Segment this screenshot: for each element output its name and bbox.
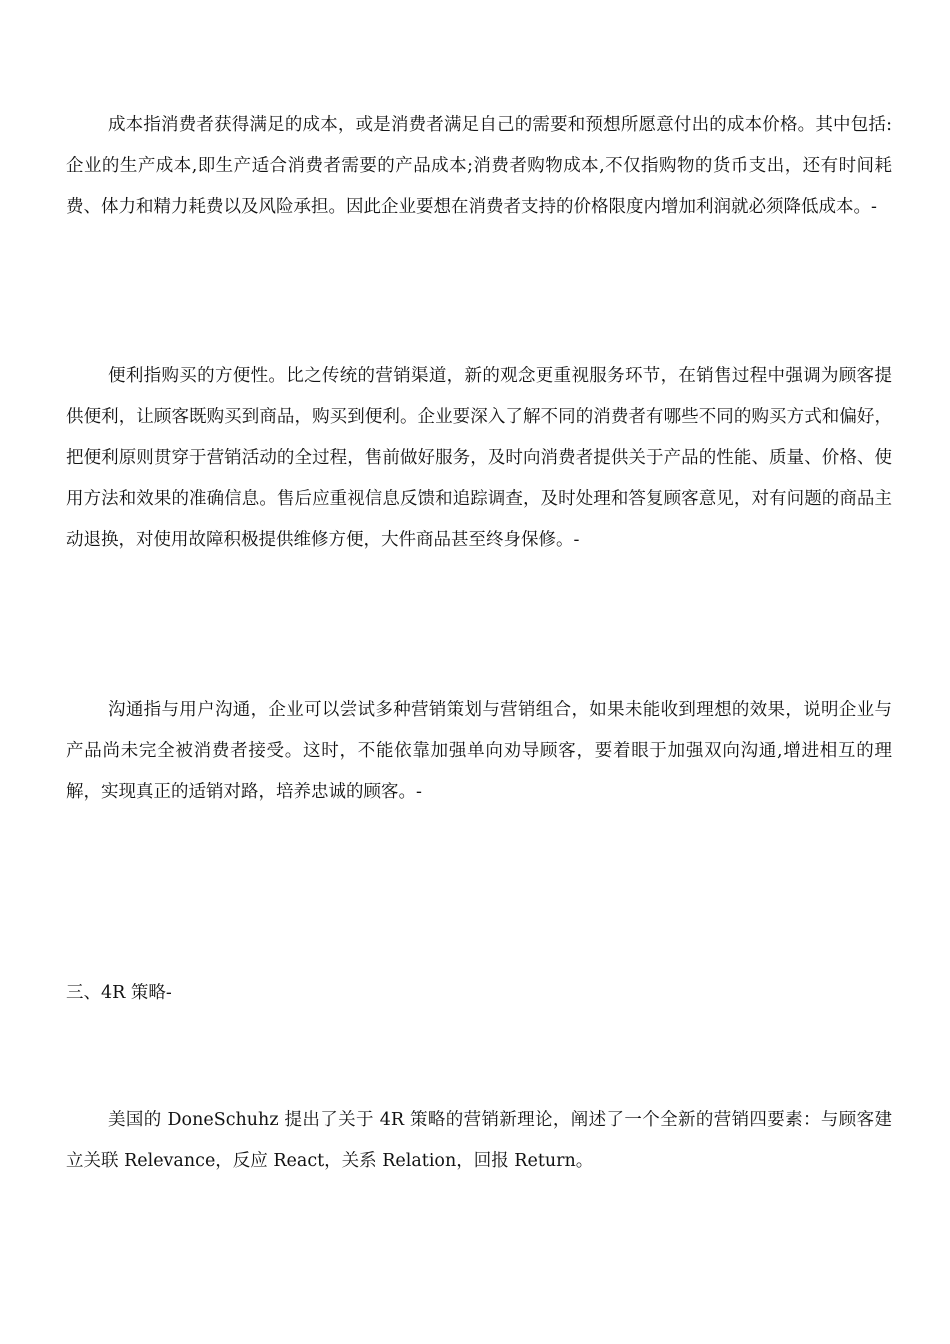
section-heading-4r: 三、4R 策略- (66, 983, 172, 1003)
paragraph-cost: 成本指消费者获得满足的成本，或是消费者满足自己的需要和预想所愿意付出的成本价格。其中包括:企业的生产成本,即生产适合消费者需要的产品成本;消费者购物成本,不仅指购物的货币支出，还有时间耗费、体力和精力耗费以及风险承担。因此企业要想在消费者支持的价格限度内增加利润就必须降低成本。- (66, 115, 892, 217)
paragraph-convenience: 便利指购买的方便性。比之传统的营销渠道，新的观念更重视服务环节，在销售过程中强调为顾客提供便利，让顾客既购买到商品，购买到便利。企业要深入了解不同的消费者有哪些不同的购买方式和偏好，把便利原则贯穿于营销活动的全过程，售前做好服务，及时向消费者提供关于产品的性能、质量、价格、使用方法和效果的准确信息。售后应重视信息反馈和追踪调查，及时处理和答复顾客意见，对有问题的商品主动退换，对使用故障积极提供维修方便，大件商品甚至终身保修。- (66, 366, 892, 550)
paragraph-4r-intro: 美国的 DoneSchuhz 提出了关于 4R 策略的营销新理论，阐述了一个全新的营销四要素：与顾客建立关联 Relevance，反应 React，关系 Relation，回报 Return。 (66, 1110, 892, 1171)
paragraph-communication: 沟通指与用户沟通，企业可以尝试多种营销策划与营销组合，如果未能收到理想的效果，说明企业与产品尚未完全被消费者接受。这时，不能依靠加强单向劝导顾客，要着眼于加强双向沟通,增进相互的理解，实现真正的适销对路，培养忠诚的顾客。- (66, 700, 892, 802)
